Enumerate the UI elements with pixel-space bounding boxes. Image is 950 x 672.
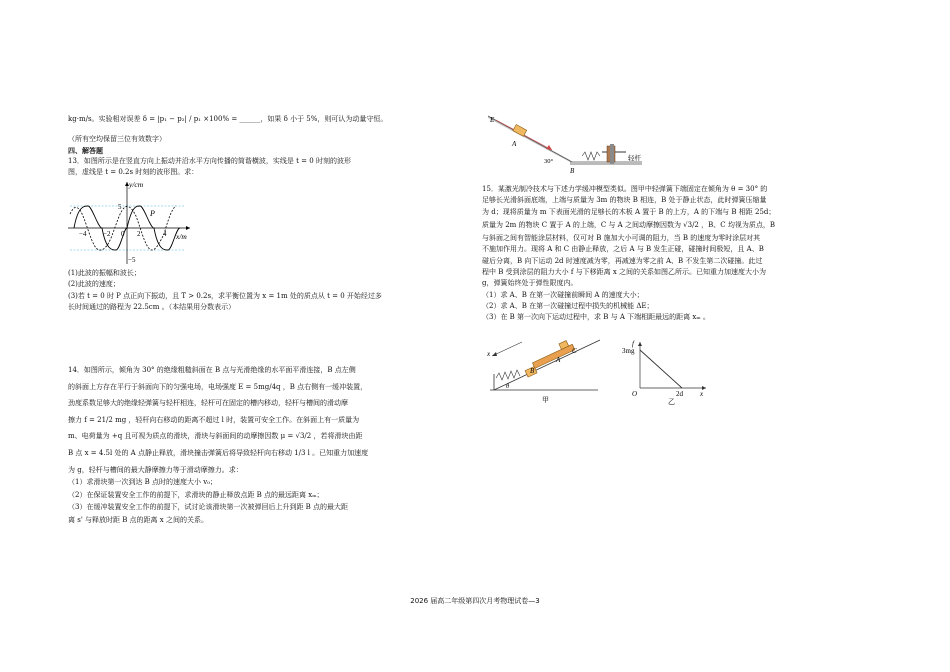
q14-sub1: （1）求滑块第一次到达 B 点时的速度大小 v₀； [68, 478, 218, 487]
q14-fig-a: A [512, 140, 517, 148]
q15-jia-a: A [556, 356, 561, 364]
q15 [482, 184, 812, 324]
section-title: 四、解答题 [68, 146, 103, 155]
q14-line6: B 点 x = 4.5l 处的 A 点静止释放，滑块撞击弹簧后将导致轻杆向右移动 1/3 l 。已知重力加速度 [68, 448, 369, 457]
q14-sub3a: （3）在缓冲装置安全工作的前提下，试讨论该滑块第一次被弹回后上升到距 B 点的最大距 [68, 503, 349, 512]
q13-y-top: 5 [118, 203, 122, 211]
q15-figure-jia [482, 336, 612, 406]
q13-xtick-3: 0 [121, 230, 125, 238]
q14-fig-e: E [490, 116, 495, 124]
q14-line7: 为 g，轻杆与槽间的最大静摩擦力等于滑动摩擦力。求： [68, 465, 243, 474]
q15-line1: 15．某激光制冷技术与下述力学缓冲模型类似。图甲中轻弹簧下端固定在倾角为 θ = 30° 的 [482, 185, 768, 193]
q13-sub2: (2)此波的速度； [68, 280, 120, 289]
q15-line7: 碰后分离，B 向下运动 2d 时速度减为零，再减速为零之前 A、B 不发生第二次碰撞。此过 [482, 256, 763, 265]
q15-jia-theta: θ [506, 383, 510, 390]
q15-yi-caption: 乙 [668, 398, 675, 406]
q14-line3: 劲度系数足够大的绝缘轻弹簧与轻杆相连，轻杆可在固定的槽内移动，轻杆与槽间的滑动摩 [68, 399, 348, 408]
q13-wave-graph [66, 176, 196, 268]
q13-stem-line2: 图，虚线是 t = 0.2s 时刻的波形图。求： [68, 168, 199, 177]
q12-line1: kg·m/s。实验相对误差 δ = |p₁ − p₂| / p₁ ×100% = ______，如果 δ 小于 5%，则可认为动量守恒。 [68, 115, 388, 123]
q15-sub2: （2）求 A、B 在第一次碰撞过程中损失的机械能 ΔE； [482, 301, 654, 310]
q13-sub3a: (3)若 t = 0 时 P 点正向下振动，且 T > 0.2s，求平衡位置为 x = 1m 处的质点从 t = 0 开始经过多 [68, 291, 382, 300]
q13-xtick-1: −4 [79, 230, 87, 238]
q14-fig-b: B [570, 167, 575, 175]
q15-sub1: （1）求 A、B 在第一次碰撞前瞬间 A 的速度大小； [482, 290, 644, 299]
q15-figure-yi [620, 340, 710, 406]
q13-xtick-5: 4 [163, 230, 167, 238]
q15-line6: 不施加作用力。现将 A 和 C 由静止释放，之后 A 与 B 发生正碰，碰撞时间极短，且 A、B [482, 245, 764, 254]
q13-ylabel: y/cm [129, 180, 144, 189]
q15-line8: 程中 B 受到涂层的阻力大小 f 与下移距离 x 之间的关系如图乙所示。已知重力加速度大小为 [482, 268, 767, 277]
q15-sub3: （3）在 B 第一次向下运动过程中，求 B 与 A 下端相距最远的距离 xₘ 。 [482, 313, 710, 322]
q13-point-p: P [150, 209, 155, 218]
q13-sub3b: 长时间通过的路程为 22.5cm 。（本结果用分数表示） [68, 302, 236, 311]
q13-xtick-2: −2 [103, 230, 111, 238]
q13-y-bottom: −5 [128, 256, 136, 264]
q14-line5: m、电荷量为 +q 且可视为质点的滑块，滑块与斜面间的动摩擦因数 μ = √3/2 ，若将滑块由距 [68, 432, 363, 441]
q13-xtick-4: 2 [137, 230, 141, 238]
q14-line1: 14．如图所示，倾角为 30° 的绝缘粗糙斜面在 B 点与光滑绝缘的水平面平滑连接，B 点左侧 [68, 366, 356, 374]
q14-incline-figure [482, 106, 652, 178]
q14-line4: 擦力 f = 21/2 mg ，轻杆向右移动的距离不超过 l 时，装置可安全工作。在斜面上有一质量为 [68, 415, 360, 424]
q15-jia-x: x [487, 350, 491, 358]
q15-line5: 与斜面之间有智能涂层材料，仅可对 B 施加大小可调的阻力，当 B 的速度为零时涂层对其 [482, 234, 761, 243]
q15-yi-f: f [632, 340, 634, 348]
q15-yi-2d: 2d [676, 390, 683, 398]
q14-fig-angle: 30° [544, 158, 554, 165]
q15-jia-b: B [530, 367, 535, 375]
q12-tail [68, 114, 430, 125]
q15-line3: 为 d；现将质量为 m 下表面光滑的足够长的木板 A 置于 B 的上方，A 的下端与 B 相距 25d； [482, 207, 776, 216]
page-footer: 2026 届高二年级第四次月考物理试卷—3 [410, 597, 540, 605]
q12-note: （所有空均保留三位有效数字） [68, 135, 166, 143]
q13-xlabel: x/m [176, 232, 187, 241]
q14-sub3b: 离 s' 与释放时距 B 点的距离 x 之间的关系。 [68, 515, 208, 524]
q13-stem-line1: 13．如图所示是在竖直方向上振动并沿水平方向传播的简谐横波，实线是 t = 0 时刻的波形 [68, 157, 351, 165]
q15-line2: 足够长光滑斜面底端，上端与质量为 3m 的物块 B 相连，B 处于静止状态，此时弹簧压缩量 [482, 196, 767, 205]
q15-line4: 质量为 2m 的物块 C 置于 A 的上端，C 与 A 之间动摩擦因数为 √3/2 ，B、C 均视为质点，B [482, 220, 775, 229]
q14-sub2: （2）在保证装置安全工作的前提下，求滑块的静止释放点距 B 点的最远距离 xₘ； [68, 490, 324, 499]
q14-fig-rod: 轻杆 [628, 155, 641, 162]
q15-line9: g，弹簧始终处于弹性限度内。 [482, 279, 578, 288]
q15-yi-x: x [700, 390, 704, 398]
q15-yi-3mg: 3mg [622, 347, 635, 355]
q14 [68, 364, 430, 527]
q14-line2: 的斜面上方存在平行于斜面向下的匀强电场，电场强度 E = 5mg/4q ，B 点右侧有一缓冲装置， [68, 382, 368, 391]
q13-subquestions [68, 268, 430, 313]
q15-jia-c: C [572, 347, 577, 355]
q15-jia-caption: 甲 [542, 396, 549, 404]
q13-sub1: (1)此波的振幅和波长； [68, 269, 141, 277]
q15-yi-o: O [632, 390, 638, 398]
